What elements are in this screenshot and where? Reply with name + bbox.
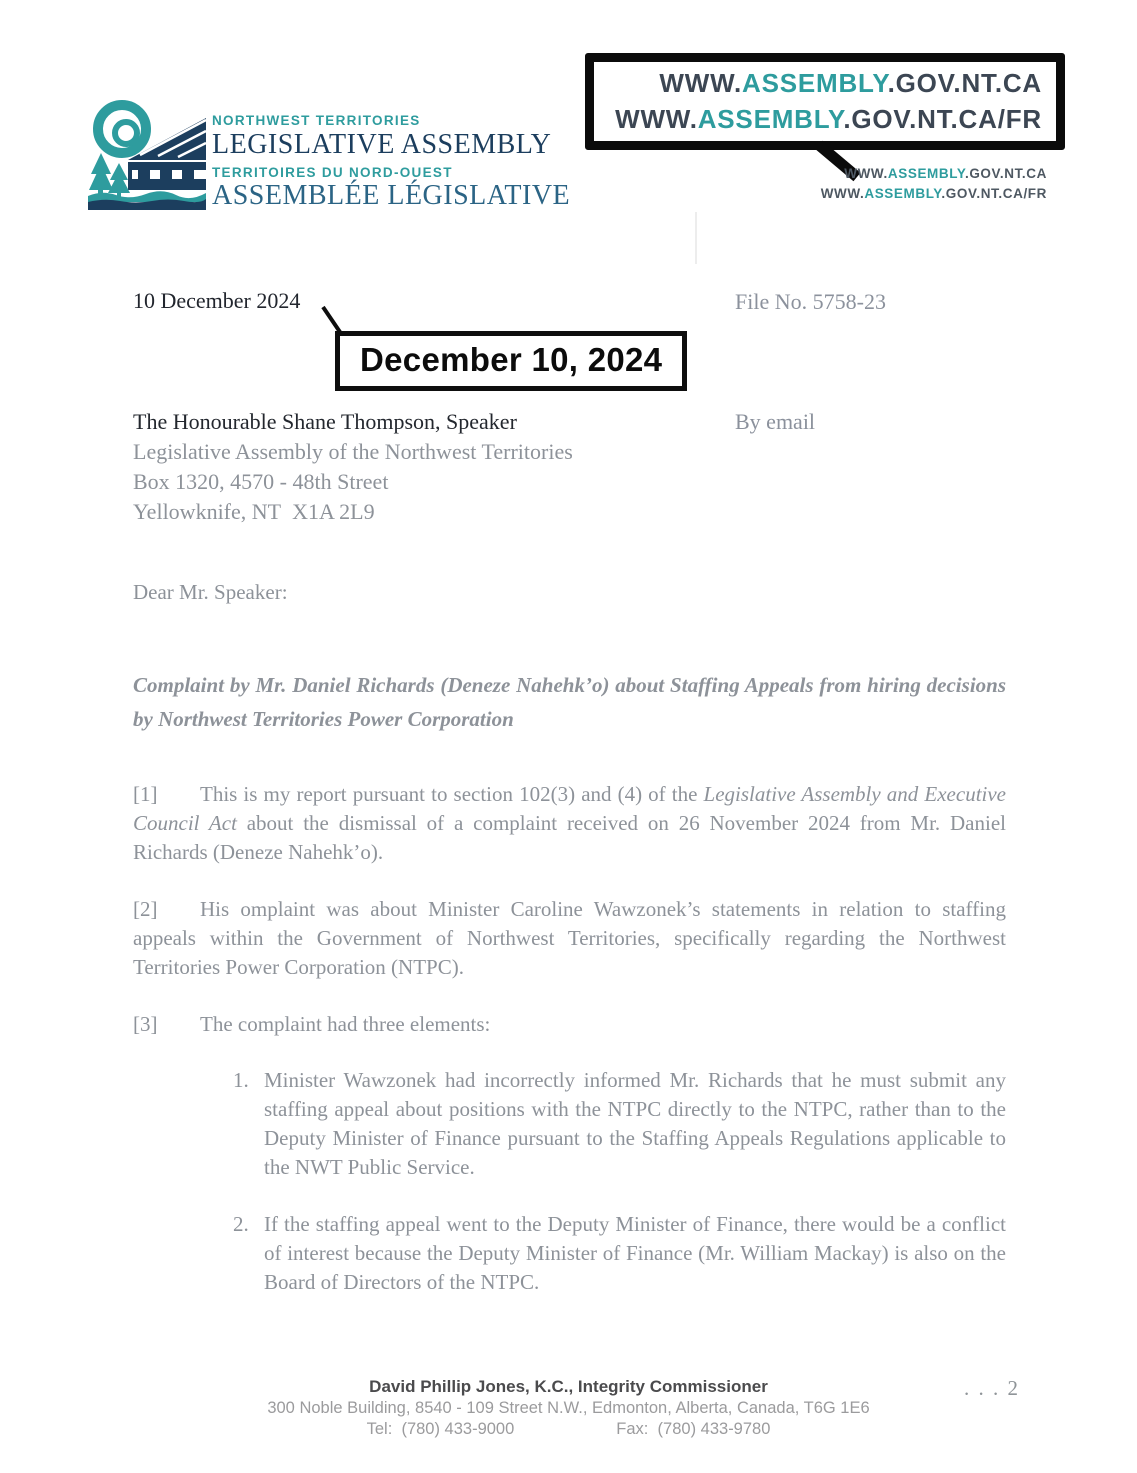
footer-tel: Tel: (780) 433-9000 xyxy=(366,1420,515,1438)
url-prefix: WWW. xyxy=(820,186,865,201)
url-callout-line-1 xyxy=(602,65,1042,101)
paragraph-number: [1] xyxy=(133,782,158,806)
paragraph-1 xyxy=(133,780,1006,867)
letter-body xyxy=(133,578,1006,1325)
delivery-method: By email xyxy=(735,409,816,434)
recipient-name: The Honourable Shane Thompson, Speaker xyxy=(133,409,517,434)
small-url-line-1 xyxy=(821,164,1047,184)
letterhead-small-urls xyxy=(821,164,1047,204)
letterhead-line-en-sub: NORTHWEST TERRITORIES xyxy=(212,113,421,128)
list-item-2 xyxy=(233,1210,1006,1297)
scan-artifact-line xyxy=(695,212,697,264)
small-url-line-2 xyxy=(821,184,1047,204)
letter-date: 10 December 2024 xyxy=(133,288,301,313)
url-suffix: .GOV.NT.CA xyxy=(887,67,1042,98)
list-item-number: 1. xyxy=(233,1068,249,1092)
url-callout-annotation-box xyxy=(585,53,1065,150)
date-annotation-box: December 10, 2024 xyxy=(335,331,687,391)
recipient-street: Box 1320, 4570 - 48th Street xyxy=(133,469,389,494)
url-highlight: ASSEMBLY xyxy=(742,67,888,98)
letterhead-line-fr-main: ASSEMBLÉE LÉGISLATIVE xyxy=(212,180,571,211)
list-item-number: 2. xyxy=(233,1212,249,1236)
letterhead-line-en-main: LEGISLATIVE ASSEMBLY xyxy=(212,128,552,160)
salutation: Dear Mr. Speaker: xyxy=(133,580,288,604)
recipient-org: Legislative Assembly of the Northwest Territories xyxy=(133,439,573,464)
url-suffix: .GOV.NT.CA/FR xyxy=(843,103,1042,134)
statute-title: Legislative Assembly and Executive Council Act xyxy=(133,782,1006,835)
list-item-text: Minister Wawzonek had incorrectly informed Mr. Richards that he must submit any staffing appeal about positions with the NTPC directly to the NTPC, rather than to the Deputy Minister of Finance pursuant to the Staffing Appeals Regulations applicable to the NWT Public Service. xyxy=(264,1068,1006,1179)
recipient-city: Yellowknife, NT X1A 2L9 xyxy=(133,499,375,524)
paragraph-number: [3] xyxy=(133,1012,158,1036)
letterhead-wordmark xyxy=(212,114,570,210)
recipient-address-block xyxy=(133,407,573,527)
footer-contact xyxy=(0,1419,1137,1441)
commissioner-name: David Phillip Jones, K.C., Integrity Commissioner xyxy=(369,1377,768,1396)
list-item-text: If the staffing appeal went to the Deputy Minister of Finance, there would be a conflict of interest because the Deputy Minister of Finance (Mr. William Mackay) is also on the Board of Directors of the NTPC. xyxy=(264,1212,1006,1294)
url-prefix: WWW. xyxy=(844,166,888,181)
footer-fax: Fax: (780) 433-9780 xyxy=(616,1420,771,1438)
paragraph-2 xyxy=(133,895,1006,982)
paragraph-text: about the dismissal of a complaint received on 26 November 2024 from Mr. Daniel Richards (Deneze Nahehk’o). xyxy=(133,811,1006,864)
url-suffix: .GOV.NT.CA xyxy=(964,166,1047,181)
url-callout-line-2 xyxy=(602,101,1042,137)
file-number: File No. 5758-23 xyxy=(735,289,886,314)
subject-line: Complaint by Mr. Daniel Richards (Deneze Nahehk’o) about Staffing Appeals from hiring decisions by Northwest Territories Power Corporation xyxy=(133,673,1006,731)
url-highlight: ASSEMBLY xyxy=(697,103,844,134)
url-highlight: ASSEMBLY xyxy=(887,166,965,181)
paragraph-text: The complaint had three elements: xyxy=(200,1012,491,1036)
page-continuation-marker: . . . 2 xyxy=(964,1376,1020,1400)
url-suffix: .GOV.NT.CA/FR xyxy=(941,186,1047,201)
paragraph-3 xyxy=(133,1010,1006,1039)
footer-address: 300 Noble Building, 8540 - 109 Street N.W., Edmonton, Alberta, Canada, T6G 1E6 xyxy=(267,1398,870,1417)
letterhead-line-fr-sub: TERRITOIRES DU NORD-OUEST xyxy=(212,164,453,180)
list-item-1 xyxy=(233,1066,1006,1182)
url-prefix: WWW. xyxy=(615,103,698,134)
paragraph-text: This is my report pursuant to section 102(3) and (4) of the xyxy=(200,782,704,806)
url-highlight: ASSEMBLY xyxy=(864,186,942,201)
legislative-assembly-logo-icon xyxy=(88,98,208,210)
paragraph-number: [2] xyxy=(133,897,158,921)
url-prefix: WWW. xyxy=(659,67,742,98)
paragraph-text: His omplaint was about Minister Caroline Wawzonek’s statements in relation to staffing appeals within the Government of Northwest Territories, specifically regarding the Northwest Territories Power Corporation (NTPC). xyxy=(133,897,1006,979)
